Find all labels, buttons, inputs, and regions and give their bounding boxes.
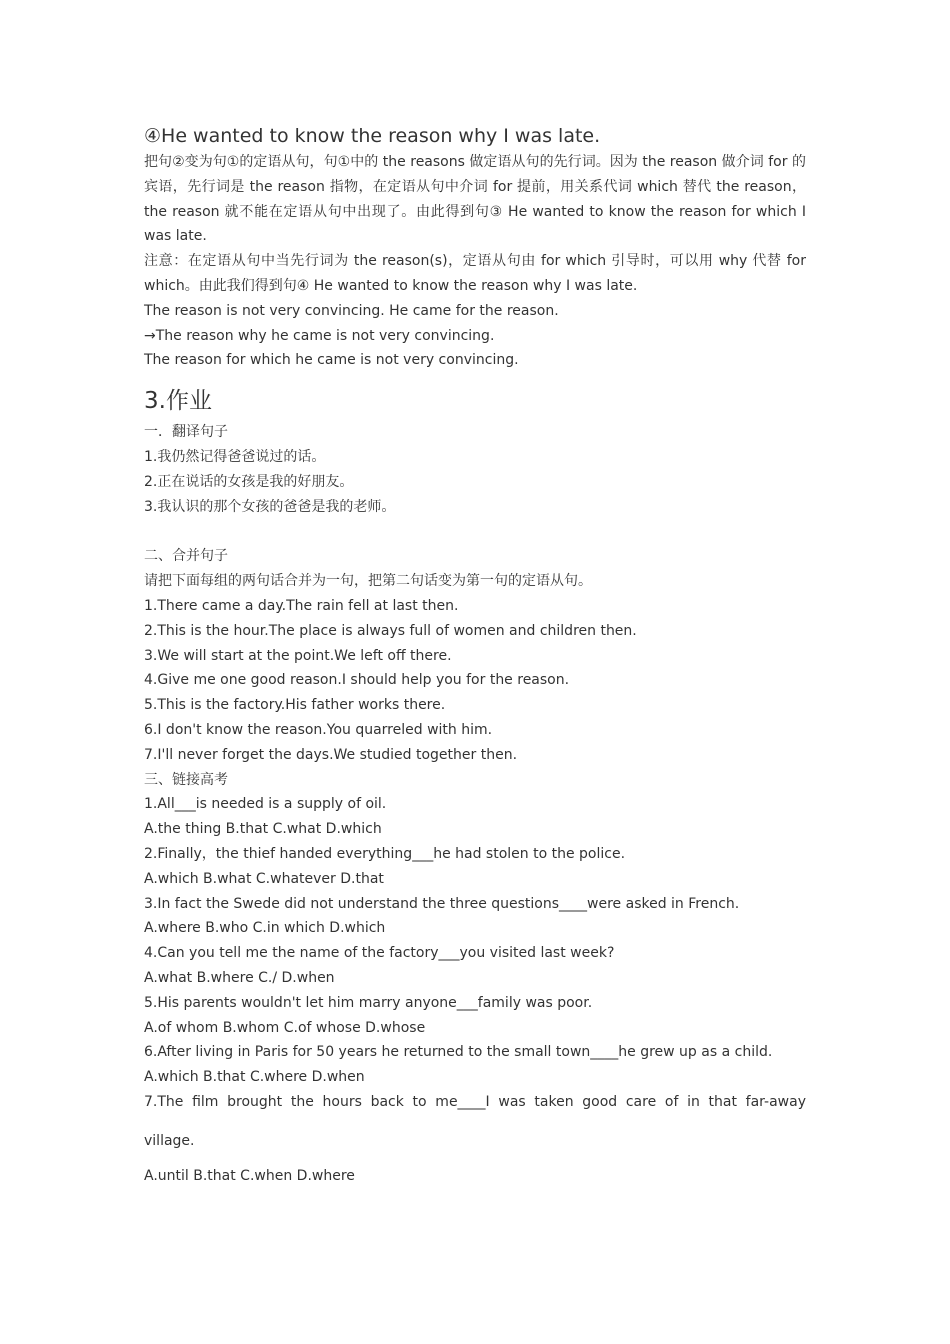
question-stem: 3.In fact the Swede did not understand the three questions____were asked in French.	[144, 895, 740, 912]
combine-item: 7.I'll never forget the days.We studied together then.	[144, 746, 518, 763]
question-options: A.the thing B.that C.what D.which	[144, 821, 382, 838]
example-line: The reason for which he came is not very convincing.	[144, 352, 519, 369]
sentence-four-heading: ④He wanted to know the reason why I was late.	[144, 125, 601, 147]
translate-item: 2.正在说话的女孩是我的好朋友。	[144, 473, 354, 490]
question-options: A.which B.that C.where D.when	[144, 1069, 365, 1086]
combine-item: 3.We will start at the point.We left off there.	[144, 647, 452, 664]
combine-instruction: 请把下面每组的两句话合并为一句，把第二句话变为第一句的定语从句。	[144, 573, 592, 590]
example-line: The reason is not very convincing. He came for the reason.	[144, 302, 559, 319]
example-line: →The reason why he came is not very convincing.	[144, 327, 495, 344]
section-title-combine: 二、合并句子	[144, 548, 228, 565]
translate-item: 1.我仍然记得爸爸说过的话。	[144, 448, 326, 465]
document-page	[144, 123, 806, 1189]
combine-item: 4.Give me one good reason.I should help you for the reason.	[144, 672, 570, 689]
question-stem: 2.Finally，the thief handed everything___he had stolen to the police.	[144, 845, 626, 862]
section-title-gaokao: 三、链接高考	[144, 771, 228, 788]
explanation-paragraph: 把句②变为句①的定语从句，句①中的 the reasons 做定语从句的先行词。因为 the reason 做介词 for 的宾语，先行词是 the reason 指物，在定语从句中介词 for 提前，用关系代词 which 替代 the reason，the reason 就不能在定语从句中出现了。由此得到句③ He wanted to know the reason for which I was late.	[144, 154, 806, 245]
question-options: A.which B.what C.whatever D.that	[144, 870, 384, 887]
combine-item: 6.I don't know the reason.You quarreled with him.	[144, 721, 493, 738]
question-stem: 7.The film brought the hours back to me____I was taken good care of in that far-away	[144, 1093, 806, 1110]
question-stem: 4.Can you tell me the name of the factory___you visited last week?	[144, 945, 615, 962]
section-title-translate: 一．翻译句子	[144, 424, 228, 441]
combine-item: 5.This is the factory.His father works there.	[144, 697, 446, 714]
question-stem: 1.All___is needed is a supply of oil.	[144, 796, 387, 813]
homework-heading: 3.作业	[144, 388, 212, 415]
translate-item: 3.我认识的那个女孩的爸爸是我的老师。	[144, 498, 396, 515]
question-options: A.where B.who C.in which D.which	[144, 920, 386, 937]
combine-item: 1.There came a day.The rain fell at last then.	[144, 597, 459, 614]
blank-line	[144, 519, 806, 544]
question-stem-continued: village.	[144, 1132, 195, 1149]
note-paragraph: 注意：在定语从句中当先行词为 the reason(s)，定语从句由 for which 引导时，可以用 why 代替 for which。由此我们得到句④ He wanted to know the reason why I was late.	[144, 253, 806, 294]
question-options: A.of whom B.whom C.of whose D.whose	[144, 1019, 426, 1036]
question-stem: 6.After living in Paris for 50 years he returned to the small town____he grew up as a child.	[144, 1044, 773, 1061]
question-stem: 5.His parents wouldn't let him marry anyone___family was poor.	[144, 994, 593, 1011]
question-options: A.what B.where C./ D.when	[144, 969, 335, 986]
combine-item: 2.This is the hour.The place is always full of women and children then.	[144, 622, 637, 639]
question-options: A.until B.that C.when D.where	[144, 1168, 355, 1185]
